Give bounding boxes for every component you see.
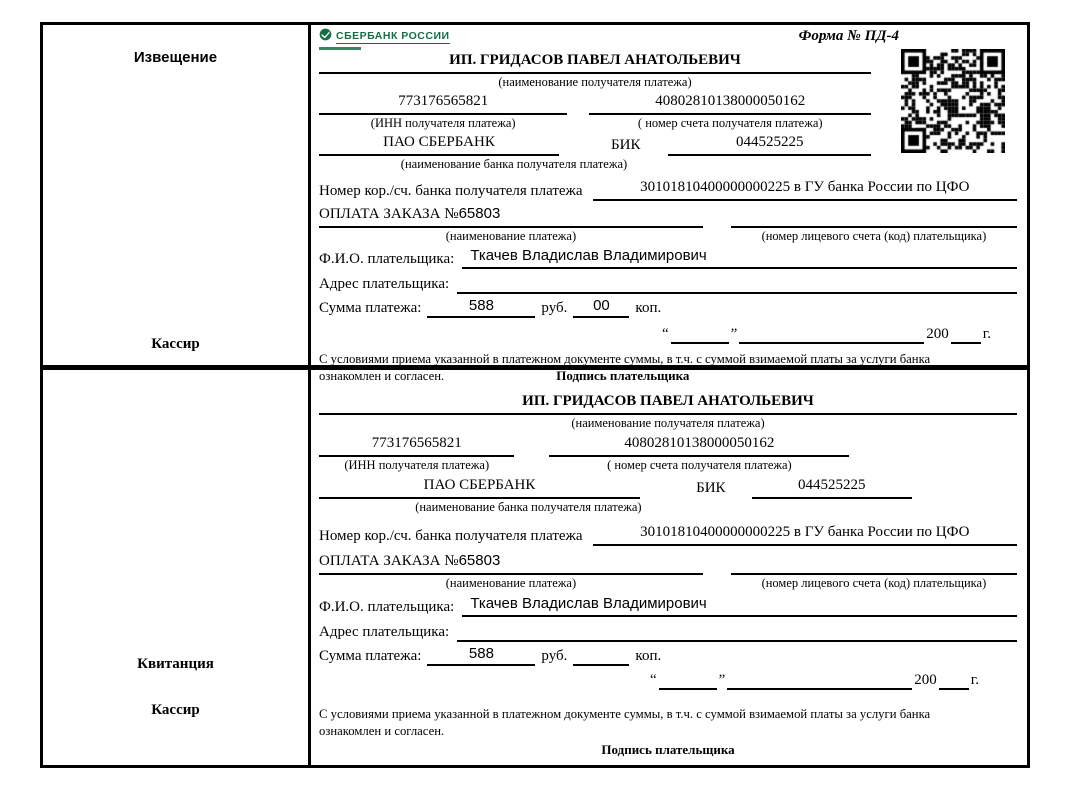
payment-captions-row (319, 229, 1017, 244)
recipient-name-caption: (наименование получателя платежа) (498, 75, 692, 89)
account-caption-2: ( номер счета получателя платежа) (607, 458, 792, 472)
date-year-suffix: г. (982, 326, 991, 342)
bik-value-2: 044525225 (752, 477, 913, 499)
amount-rub-value-2: 588 (427, 645, 535, 666)
personal-account-field (731, 206, 1017, 228)
section2-main-cell (311, 367, 1027, 765)
account-value: 40802810138000050162 (589, 93, 871, 115)
date-day-field (671, 324, 729, 344)
account-caption: ( номер счета получателя платежа) (637, 116, 823, 130)
amount-row (319, 297, 1017, 318)
payer-address-label-2: Адрес плательщика: (319, 624, 450, 640)
side-label-kvitanciya: Квитанция (137, 656, 214, 672)
account-field (589, 93, 871, 131)
payer-name-label: Ф.И.О. плательщика: (319, 251, 455, 267)
rub-label: руб. (541, 300, 568, 316)
personal-account-field-2 (731, 553, 1017, 575)
inn-value-2: 773176565821 (319, 435, 514, 457)
date-month-field-2 (727, 670, 912, 690)
payer-signature-label-2: Подпись плательщика (601, 742, 735, 757)
bik-label-2: БИК (696, 480, 726, 496)
sberbank-logo-text: СБЕРБАНК РОССИИ (336, 30, 450, 42)
payment-name-caption-2: (наименование платежа) (445, 576, 577, 590)
bank-bik-row (319, 134, 871, 156)
inn-caption: (ИНН получателя платежа) (370, 116, 516, 130)
inn-account-row (319, 93, 871, 131)
date-day-field-2 (659, 670, 717, 690)
payer-address-row (319, 272, 1017, 294)
bank-name-caption-2: (наименование банка получателя платежа) (415, 500, 642, 514)
date-century: 200 (926, 326, 949, 342)
bik-value: 044525225 (668, 134, 871, 156)
side-label-kassir-2: Кассир (151, 702, 200, 718)
order-number-value-2: 65803 (458, 552, 501, 569)
amount-kop-value-2 (573, 645, 629, 666)
payment-purpose-prefix: ОПЛАТА ЗАКАЗА № (319, 206, 459, 222)
amount-row-2 (319, 645, 1017, 666)
amount-kop-value: 00 (573, 297, 629, 318)
forma-pd4-label: Форма № ПД-4 (798, 28, 899, 44)
quote-close-2: ” (718, 672, 726, 688)
personal-account-caption-2: (номер лицевого счета (код) плательщика) (761, 576, 987, 590)
payment-purpose-row (319, 205, 1017, 228)
agreement-line1: С условиями приема указанной в платежном документе суммы, в т.ч. с суммой взимаемой платы за услуги банка (319, 352, 931, 366)
order-number-value: 65803 (458, 205, 501, 222)
payer-name-row-2 (319, 595, 1017, 617)
date-row-2 (319, 670, 981, 690)
payer-name-row (319, 247, 1017, 269)
section1-side-cell (43, 25, 311, 365)
qr-code (901, 49, 1005, 153)
payment-name-caption: (наименование платежа) (445, 229, 577, 243)
side-label-kassir-1: Кассир (151, 336, 200, 352)
personal-account-caption: (номер лицевого счета (код) плательщика) (761, 229, 987, 243)
payer-name-label-2: Ф.И.О. плательщика: (319, 599, 455, 615)
amount-rub-value: 588 (427, 297, 535, 318)
rub-label-2: руб. (541, 648, 568, 664)
section2-side-cell (43, 370, 311, 765)
agreement-line2-2: ознакомлен и согласен. (319, 723, 445, 738)
amount-label-2: Сумма платежа: (319, 648, 422, 664)
account-value-2: 40802810138000050162 (549, 435, 849, 457)
corr-account-label: Номер кор./сч. банка получателя платежа (319, 183, 583, 199)
payment-purpose-field (319, 205, 703, 228)
bik-label: БИК (611, 137, 641, 153)
inn-value: 773176565821 (319, 93, 567, 115)
date-row (319, 324, 993, 344)
payer-address-value (457, 272, 1017, 294)
payer-name-value-2: Ткачев Владислав Владимирович (462, 595, 1017, 617)
payment-captions-row-2 (319, 576, 1017, 591)
agreement-text-2 (319, 706, 1017, 759)
payer-name-value: Ткачев Владислав Владимирович (462, 247, 1017, 269)
date-year-suffix-2: г. (970, 672, 979, 688)
account-field-2 (549, 435, 849, 473)
inn-field-2 (319, 435, 514, 473)
bank-name-value: ПАО СБЕРБАНК (319, 134, 559, 156)
date-month-field (739, 324, 924, 344)
bank-name-caption: (наименование банка получателя платежа) (400, 157, 628, 171)
quote-close: ” (730, 326, 738, 342)
payer-address-value-2 (457, 620, 1017, 642)
recipient-name-title: ИП. ГРИДАСОВ ПАВЕЛ АНАТОЛЬЕВИЧ (319, 52, 871, 74)
bank-name-value-2: ПАО СБЕРБАНК (319, 477, 640, 499)
section-kvitanciya (43, 367, 1027, 765)
payer-address-label: Адрес плательщика: (319, 276, 450, 292)
corr-account-label-2: Номер кор./сч. банка получателя платежа (319, 528, 583, 544)
sberbank-logo-tagline (319, 47, 361, 50)
sberbank-logo (319, 28, 469, 50)
payer-signature-label: Подпись плательщика (556, 367, 690, 383)
corr-account-row-2 (319, 524, 1017, 546)
amount-label: Сумма платежа: (319, 300, 422, 316)
payment-purpose-prefix-2: ОПЛАТА ЗАКАЗА № (319, 553, 459, 569)
corr-account-value: 30101810400000000225 в ГУ банка России по ЦФО (593, 179, 1017, 201)
corr-account-row (319, 179, 1017, 201)
inn-field (319, 93, 567, 131)
section1-main-cell (311, 25, 1027, 383)
kop-label: коп. (635, 300, 662, 316)
date-year-field (951, 324, 981, 344)
agreement-line1-2: С условиями приема указанной в платежном документе суммы, в т.ч. с суммой взимаемой платы за услуги банка (319, 707, 931, 721)
payment-purpose-row-2 (319, 552, 1017, 575)
date-century-2: 200 (914, 672, 937, 688)
inn-caption-2: (ИНН получателя платежа) (344, 458, 490, 472)
recipient-name-title-2: ИП. ГРИДАСОВ ПАВЕЛ АНАТОЛЬЕВИЧ (319, 393, 1017, 415)
sberbank-emblem-icon (319, 28, 332, 46)
corr-account-value-2: 30101810400000000225 в ГУ банка России по ЦФО (593, 524, 1017, 546)
section-izveshchenie (43, 25, 1027, 383)
kop-label-2: коп. (635, 648, 662, 664)
payment-purpose-field-2 (319, 552, 703, 575)
section1-left-zone (319, 52, 871, 172)
payer-address-row-2 (319, 620, 1017, 642)
bank-bik-row-2 (319, 477, 1017, 499)
inn-account-row-2 (319, 435, 1017, 473)
quote-open: “ (661, 326, 669, 342)
agreement-line2: ознакомлен и согласен. (319, 368, 445, 383)
recipient-name-caption-2: (наименование получателя платежа) (571, 416, 765, 430)
quote-open-2: “ (649, 672, 657, 688)
payment-form-pd4 (40, 22, 1030, 768)
date-year-field-2 (939, 670, 969, 690)
side-label-izveshchenie: Извещение (133, 49, 218, 66)
